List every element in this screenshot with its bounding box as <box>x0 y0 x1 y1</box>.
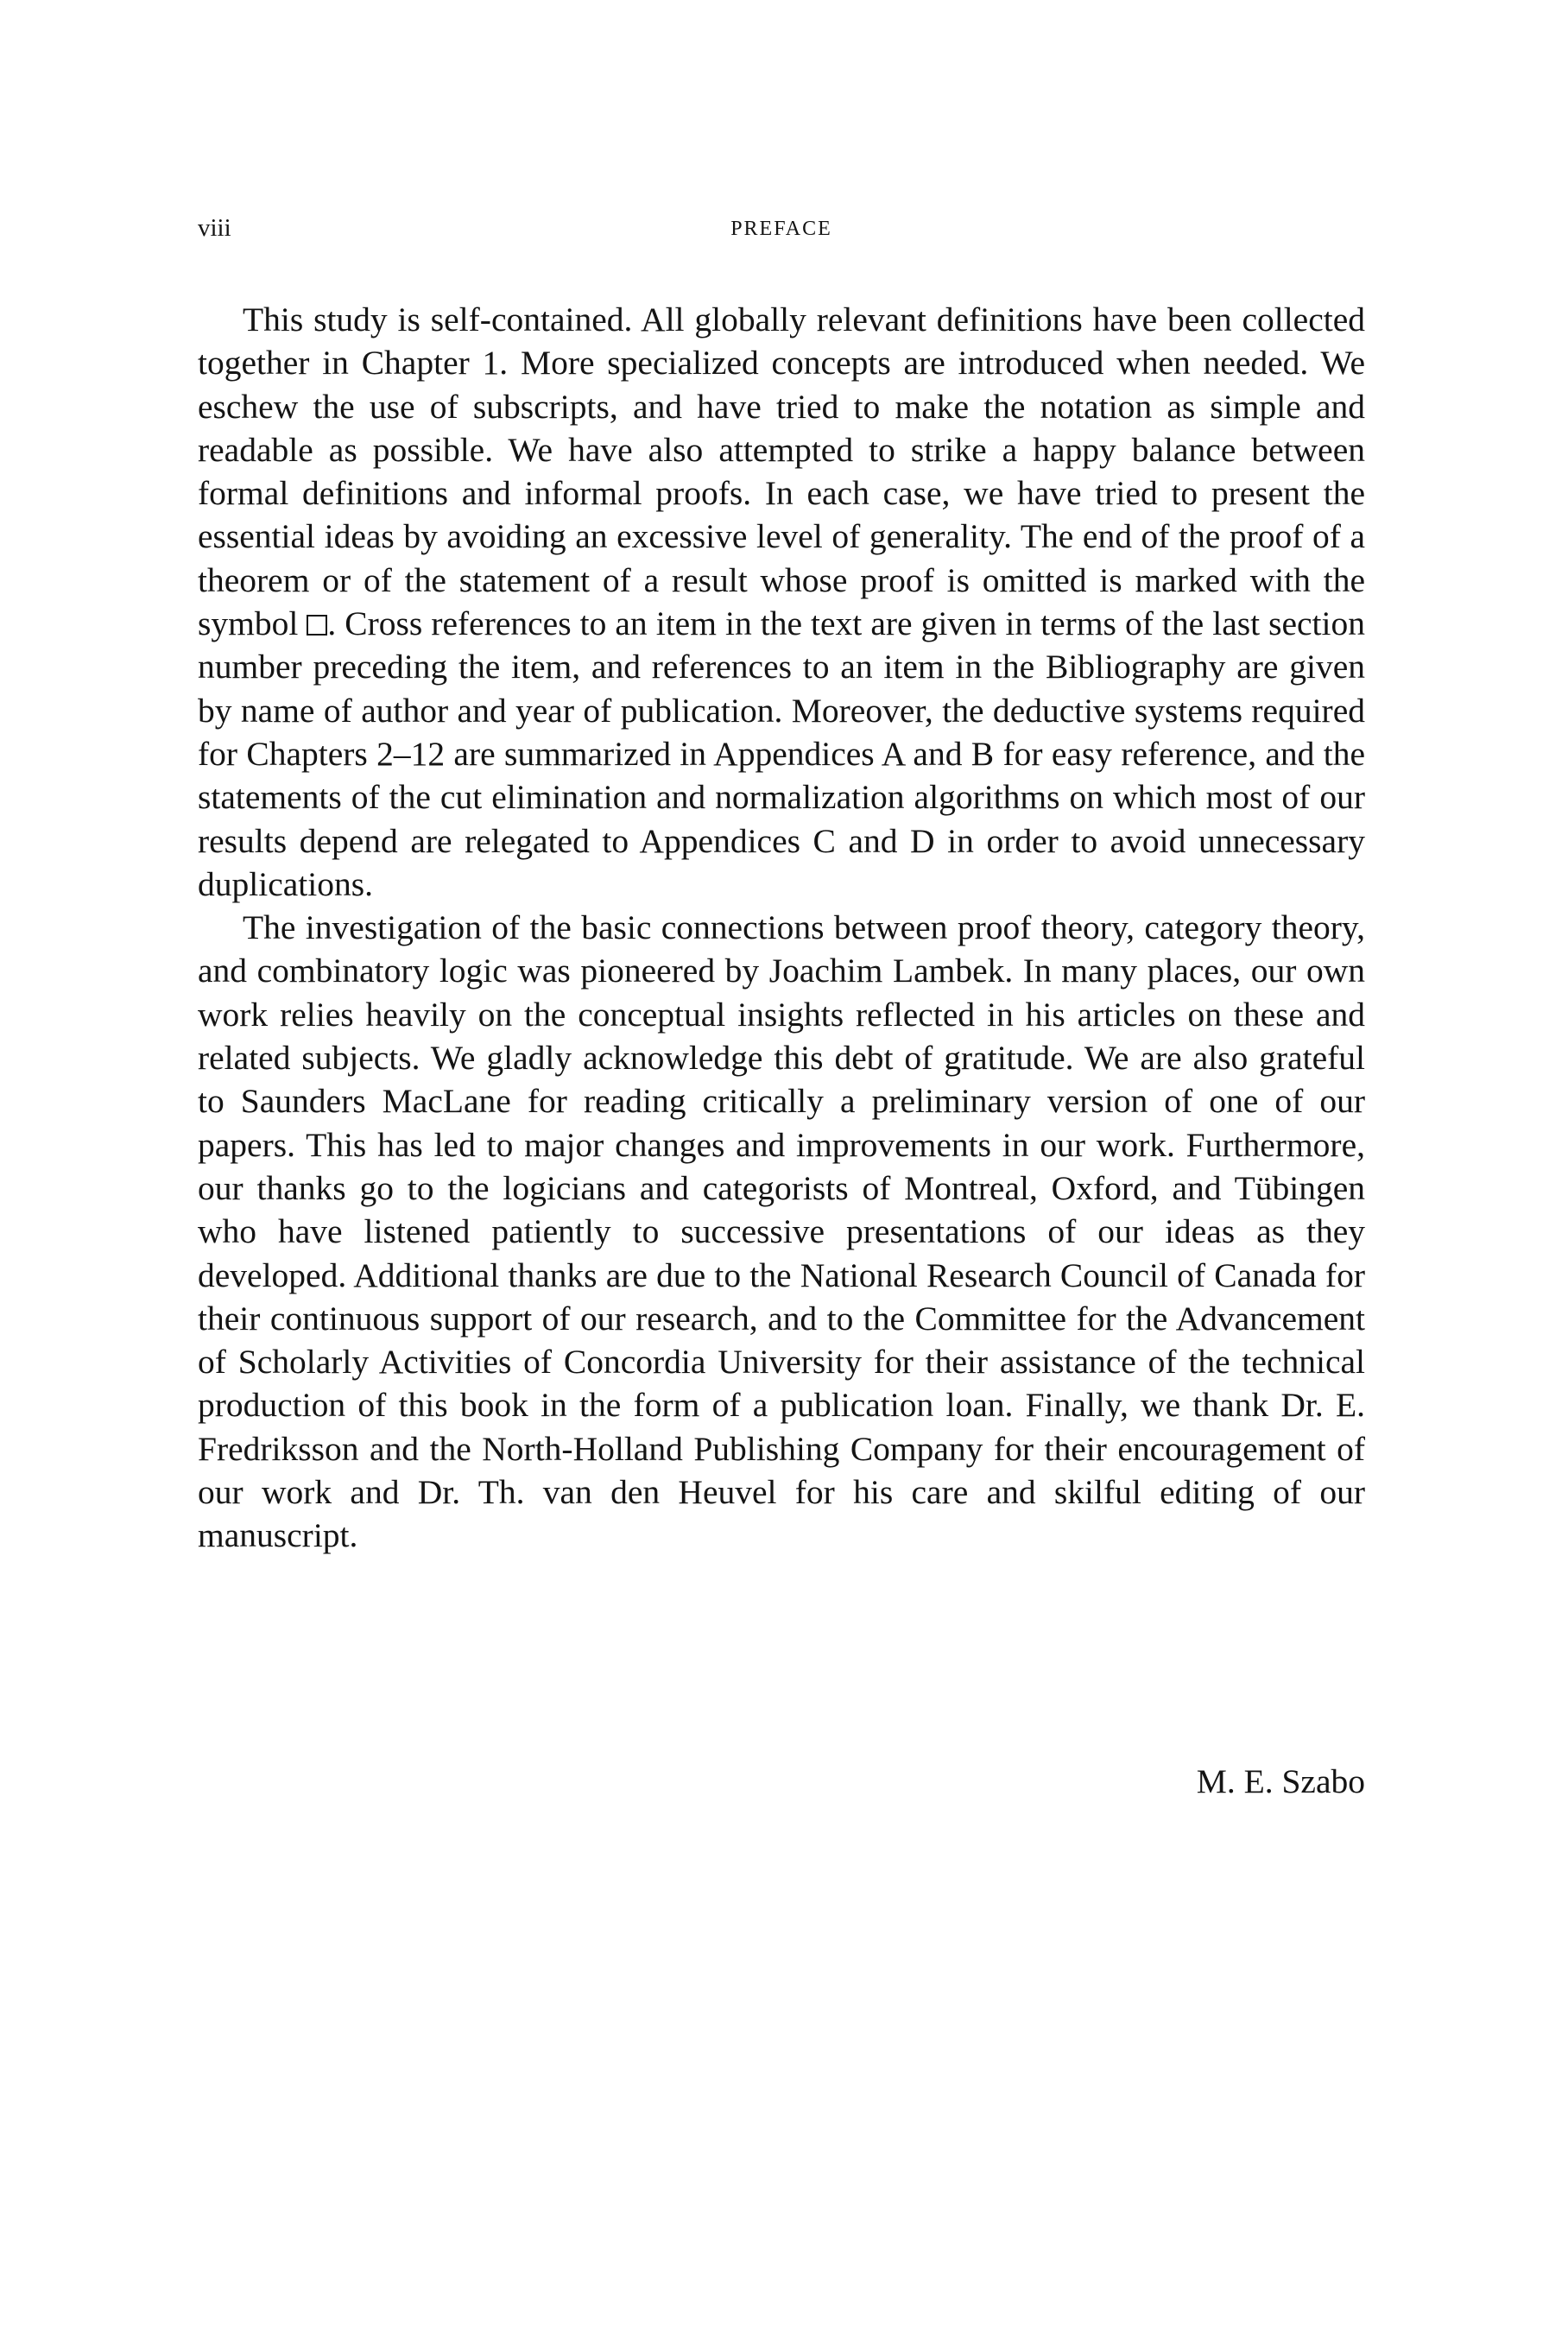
book-page <box>198 0 1365 2340</box>
paragraph-2: The investigation of the basic connections between proof theory, category theory, and combinatory logic was pioneered by Joachim Lambek. In many places, our own work relies heavily on the conceptual insights reflected in his articles on these and related subjects. We gladly acknowledge this debt of gratitude. We are also grateful to Saunders MacLane for reading critically a preliminary version of one of our papers. This has led to major changes and improvements in our work. Furthermore, our thanks go to the logicians and categorists of Montreal, Oxford, and Tübingen who have listened patiently to successive presentations of our ideas as they developed. Additional thanks are due to the National Research Council of Canada for their continuous support of our research, and to the Committee for the Advancement of Scholarly Activities of Concordia University for their assistance of the technical production of this book in the form of a publication loan. Finally, we thank Dr. E. Fredriksson and the North-Holland Publishing Company for their encouragement of our work and Dr. Th. van den Heuvel for his care and skilful editing of our manuscript. <box>198 908 1365 1555</box>
end-of-proof-square-icon <box>307 615 327 636</box>
running-head <box>198 214 1365 249</box>
paragraph-1 <box>198 298 1365 906</box>
page-number: viii <box>198 214 231 242</box>
preface-body <box>198 298 1365 1558</box>
author-signature: M. E. Szabo <box>1196 1762 1365 1800</box>
section-title: PREFACE <box>730 218 832 240</box>
paragraph-1-text-end: . Cross references to an item in the text are given in terms of the last section number preceding the item, and references to an item in the Bibliography are given by name of author and year of publication. Moreover, the deductive systems required for Chapters 2–12 are summarized in Appendices A and B for easy reference, and the statements of the cut elimination and normalization algorithms on which most of our results depend are relegated to Appendices C and D in order to avoid unnecessary duplications. <box>198 604 1365 903</box>
paragraph-1-text-start: This study is self-contained. All globally relevant definitions have been collected together in Chapter 1. More specialized concepts are introduced when needed. We eschew the use of subscripts, and have tried to make the notation as simple and readable as possible. We have also attempted to strike a happy balance between formal definitions and informal proofs. In each case, we have tried to present the essential ideas by avoiding an excessive level of generality. The end of the proof of a theorem or of the statement of a result whose proof is omitted is marked with the symbol <box>198 300 1365 643</box>
